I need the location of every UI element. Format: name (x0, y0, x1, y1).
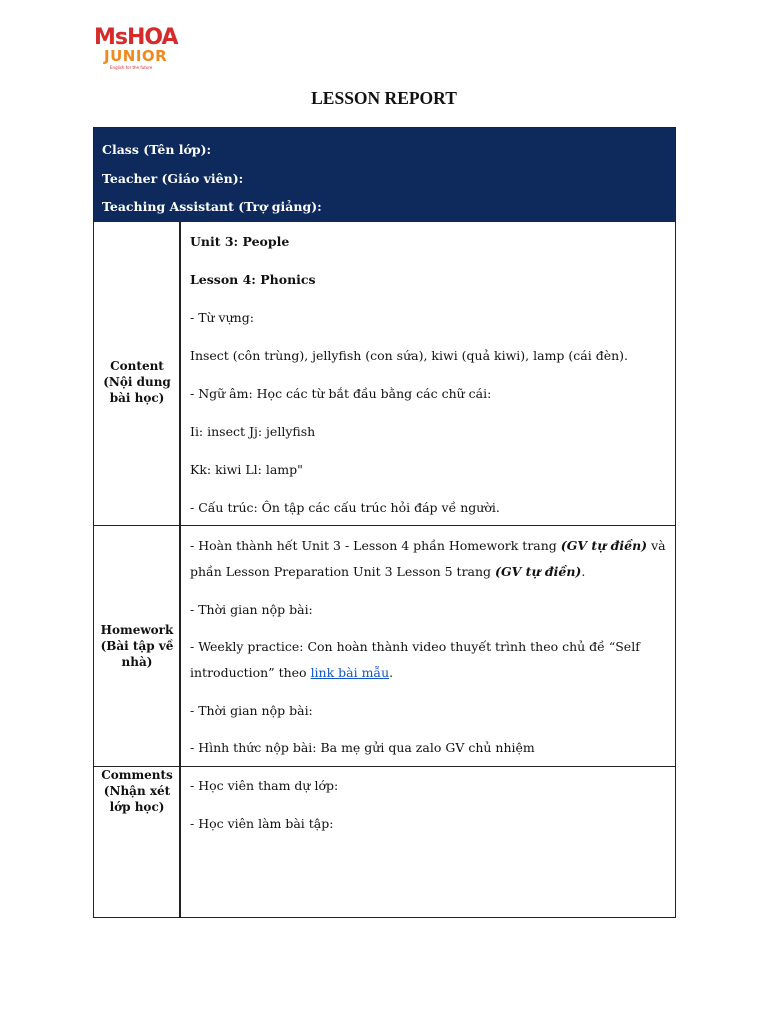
deadline-line-1: - Thời gian nộp bài: (190, 602, 313, 617)
weekly-practice-line-2: introduction” theo link bài mẫu. (190, 665, 394, 680)
weekly-practice-line-1: - Weekly practice: Con hoàn thành video thuyết trình theo chủ đề “Self (190, 639, 640, 654)
lesson-title: Lesson 4: Phonics (190, 272, 316, 287)
vocab-list: Insect (côn trùng), jellyfish (con sứa), kiwi (quả kiwi), lamp (cái đèn). (190, 348, 628, 363)
teaching-assistant-label: Teaching Assistant (Trợ giảng): (102, 199, 322, 214)
vocab-label: - Từ vựng: (190, 310, 254, 325)
logo-text-bottom: JUNIOR (104, 47, 168, 65)
content-row-label: Content (Nội dung bài học) (103, 359, 171, 405)
phonics-label: - Ngữ âm: Học các từ bắt đầu bằng các chữ cái: (190, 386, 492, 401)
structure-line: - Cấu trúc: Ôn tập các cấu trúc hỏi đáp về người. (190, 500, 500, 515)
homework-done-line: - Học viên làm bài tập: (190, 816, 334, 831)
phonics-line-2: Kk: kiwi Ll: lamp" (190, 462, 303, 477)
sample-link[interactable]: link bài mẫu (310, 665, 390, 680)
homework-line-2: phần Lesson Preparation Unit 3 Lesson 5 trang (GV tự điền). (190, 564, 586, 579)
unit-title: Unit 3: People (190, 234, 290, 249)
lesson-report-table (93, 127, 676, 918)
brand-logo (94, 26, 194, 72)
comments-row-label: Comments (Nhận xét lớp học) (101, 768, 173, 814)
logo-text-top: MsHOA (94, 25, 178, 50)
row-divider-comments (94, 766, 675, 767)
class-info-header (94, 128, 675, 222)
logo-tagline: English for the future (110, 65, 153, 70)
class-label: Class (Tên lớp): (102, 142, 212, 157)
attendance-line: - Học viên tham dự lớp: (190, 778, 339, 793)
teacher-label: Teacher (Giáo viên): (102, 171, 244, 186)
homework-cell (190, 533, 670, 766)
deadline-line-2: - Thời gian nộp bài: (190, 703, 313, 718)
page-title: LESSON REPORT (311, 88, 457, 108)
homework-row-label: Homework (Bài tập về nhà) (100, 623, 174, 669)
homework-line-1: - Hoàn thành hết Unit 3 - Lesson 4 phần Homework trang (GV tự điền) và (190, 538, 666, 553)
content-cell (190, 229, 670, 525)
comments-cell (190, 773, 670, 913)
submission-method: - Hình thức nộp bài: Ba mẹ gửi qua zalo GV chủ nhiệm (190, 740, 535, 755)
phonics-line-1: Ii: insect Jj: jellyfish (190, 424, 316, 439)
row-divider-homework (94, 525, 675, 526)
